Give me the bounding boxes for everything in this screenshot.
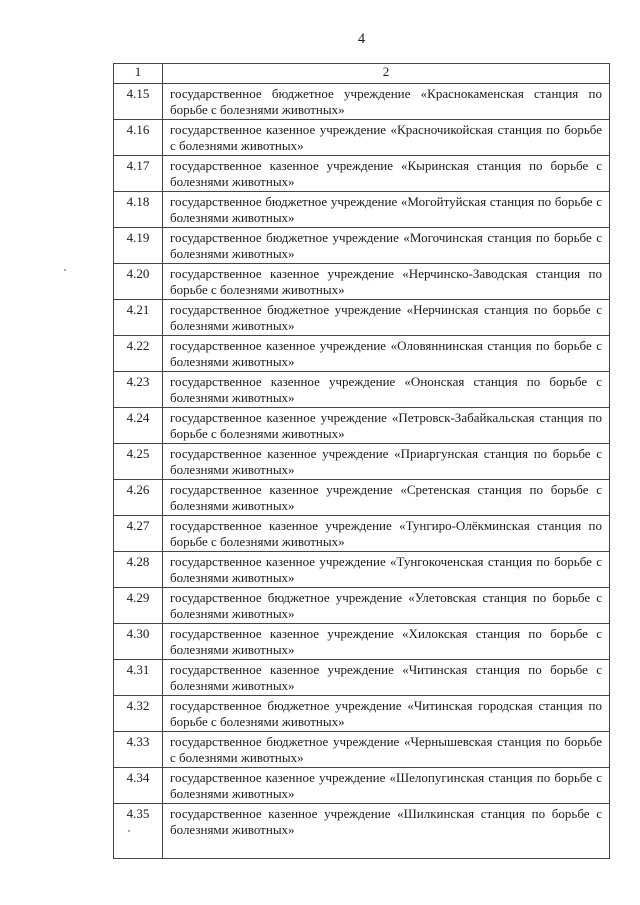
row-number: 4.26 [114, 480, 163, 516]
table-header [114, 64, 610, 84]
row-text: государственное бюджетное учреждение «Могойтуйская станция по борьбе с болезнями животных» [163, 192, 610, 228]
row-number: 4.15 [114, 84, 163, 120]
table-body [114, 84, 610, 859]
table-row [114, 84, 610, 120]
table-row [114, 516, 610, 552]
row-text: государственное казенное учреждение «Петровск-Забайкальская станция по борьбе с болезнями животных» [163, 408, 610, 444]
scan-artifact-dot [128, 830, 130, 832]
row-text: государственное бюджетное учреждение «Улетовская станция по борьбе с болезнями животных» [163, 588, 610, 624]
row-number: 4.33 [114, 732, 163, 768]
table-row [114, 588, 610, 624]
row-number: 4.32 [114, 696, 163, 732]
header-column-2: 2 [163, 64, 610, 84]
row-text: государственное казенное учреждение «Тунгокоченская станция по борьбе с болезнями животных» [163, 552, 610, 588]
table-row [114, 192, 610, 228]
row-text: государственное бюджетное учреждение «Нерчинская станция по борьбе с болезнями животных» [163, 300, 610, 336]
table-row [114, 804, 610, 859]
row-text: государственное казенное учреждение «Хилокская станция по борьбе с болезнями животных» [163, 624, 610, 660]
row-number: 4.23 [114, 372, 163, 408]
row-number: 4.30 [114, 624, 163, 660]
header-column-1: 1 [114, 64, 163, 84]
row-number: 4.22 [114, 336, 163, 372]
table-row [114, 228, 610, 264]
table-row [114, 120, 610, 156]
row-text: государственное казенное учреждение «Шелопугинская станция по борьбе с болезнями животных» [163, 768, 610, 804]
row-text: государственное казенное учреждение «Ононская станция по борьбе с болезнями животных» [163, 372, 610, 408]
row-text: государственное бюджетное учреждение «Краснокаменская станция по борьбе с болезнями животных» [163, 84, 610, 120]
table-row [114, 156, 610, 192]
scan-artifact-dot [64, 269, 66, 271]
table-row [114, 300, 610, 336]
row-text: государственное казенное учреждение «Кыринская станция по борьбе с болезнями животных» [163, 156, 610, 192]
row-number: 4.27 [114, 516, 163, 552]
table-row [114, 372, 610, 408]
row-number: 4.20 [114, 264, 163, 300]
row-text: государственное казенное учреждение «Тунгиро-Олёкминская станция по борьбе с болезнями животных» [163, 516, 610, 552]
row-text: государственное казенное учреждение «Оловяннинская станция по борьбе с болезнями животных» [163, 336, 610, 372]
row-number: 4.28 [114, 552, 163, 588]
table-row [114, 552, 610, 588]
row-text: государственное казенное учреждение «Сретенская станция по борьбе с болезнями животных» [163, 480, 610, 516]
row-number: 4.29 [114, 588, 163, 624]
row-number: 4.19 [114, 228, 163, 264]
row-number: 4.24 [114, 408, 163, 444]
table-header-row [114, 64, 610, 84]
row-text: государственное бюджетное учреждение «Читинская городская станция по борьбе с болезнями животных» [163, 696, 610, 732]
row-number: 4.25 [114, 444, 163, 480]
table-row [114, 336, 610, 372]
table-row [114, 264, 610, 300]
row-text: государственное казенное учреждение «Шилкинская станция по борьбе с болезнями животных» [163, 804, 610, 859]
institutions-table [113, 63, 610, 859]
row-number: 4.16 [114, 120, 163, 156]
row-number: 4.21 [114, 300, 163, 336]
row-text: государственное казенное учреждение «Нерчинско-Заводская станция по борьбе с болезнями животных» [163, 264, 610, 300]
row-text: государственное казенное учреждение «Красночикойская станция по борьбе с болезнями животных» [163, 120, 610, 156]
page-number: 4 [357, 31, 366, 47]
row-number: 4.31 [114, 660, 163, 696]
table-row [114, 660, 610, 696]
table-row [114, 624, 610, 660]
row-number: 4.17 [114, 156, 163, 192]
row-text: государственное бюджетное учреждение «Могочинская станция по борьбе с болезнями животных» [163, 228, 610, 264]
row-number: 4.35 [114, 804, 163, 859]
row-number: 4.34 [114, 768, 163, 804]
table-row [114, 408, 610, 444]
table-row [114, 768, 610, 804]
row-text: государственное казенное учреждение «Читинская станция по борьбе с болезнями животных» [163, 660, 610, 696]
table-row [114, 480, 610, 516]
table-row [114, 732, 610, 768]
row-text: государственное казенное учреждение «Приаргунская станция по борьбе с болезнями животных» [163, 444, 610, 480]
table-row [114, 696, 610, 732]
table-row [114, 444, 610, 480]
row-text: государственное бюджетное учреждение «Чернышевская станция по борьбе с болезнями животных» [163, 732, 610, 768]
row-number: 4.18 [114, 192, 163, 228]
